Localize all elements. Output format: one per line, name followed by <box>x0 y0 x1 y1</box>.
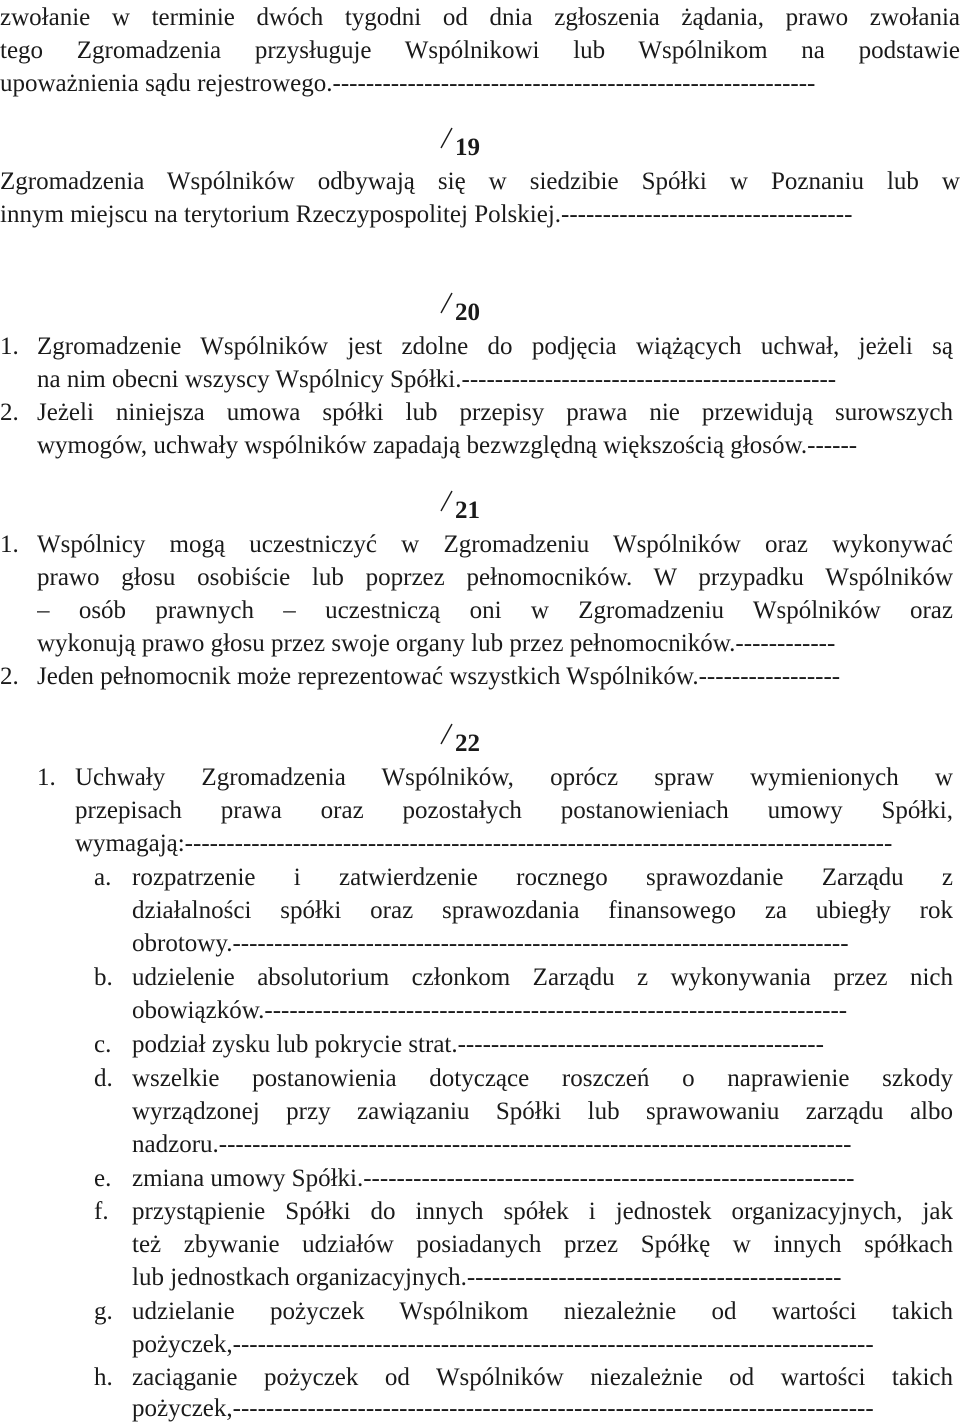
section-sign-icon <box>440 290 453 312</box>
list-item-line: pożyczek,----------------------------------------------------------------------------- <box>132 1395 874 1422</box>
list-number: 2. <box>0 663 19 690</box>
section-heading-22 <box>440 727 560 760</box>
paragraph-line: Uchwały Zgromadzenia Wspólników, oprócz spraw wymienionych w <box>75 764 953 791</box>
paragraph-line: wymagają:------------------------------------------------------------------------------------- <box>75 830 893 857</box>
list-number: 1. <box>37 764 56 791</box>
list-item-line: wyrządzonej przy zawiązaniu Spółki lub sprawowaniu zarządu albo <box>132 1098 953 1125</box>
list-item-line: udzielenie absolutorium członkom Zarządu z wykonywania przez nich <box>132 964 953 991</box>
paragraph-line: innym miejscu na terytorium Rzeczypospolitej Polskiej.----------------------------------- <box>0 201 853 228</box>
list-letter: b. <box>94 964 113 991</box>
list-letter: d. <box>94 1065 113 1092</box>
paragraph-line: prawo głosu osobiście lub poprzez pełnomocników. W przypadku Wspólników <box>37 564 953 591</box>
paragraph-line: tego Zgromadzenia przysługuje Wspólnikowi lub Wspólnikom na podstawie <box>0 37 960 64</box>
list-item-line: działalności spółki oraz sprawozdania finansowego za ubiegły rok <box>132 897 953 924</box>
section-heading-19 <box>440 131 560 164</box>
paragraph-line: wykonują prawo głosu przez swoje organy lub przez pełnomocników.------------ <box>37 630 836 657</box>
list-item-line: wszelkie postanowienia dotyczące roszczeń o naprawienie szkody <box>132 1065 953 1092</box>
list-item-line: pożyczek,----------------------------------------------------------------------------- <box>132 1331 874 1358</box>
list-item-line: lub jednostkach organizacyjnych.--------------------------------------------- <box>132 1264 842 1291</box>
list-item-line: też zbywanie udziałów posiadanych przez Spółkę w innych spółkach <box>132 1231 953 1258</box>
paragraph-line: przepisach prawa oraz pozostałych postanowieniach umowy Spółki, <box>75 797 953 824</box>
paragraph-line: Wspólnicy mogą uczestniczyć w Zgromadzeniu Wspólników oraz wykonywać <box>37 531 953 558</box>
list-letter: e. <box>94 1165 112 1192</box>
list-item-line: udzielanie pożyczek Wspólnikom niezależnie od wartości takich <box>132 1298 953 1325</box>
list-number: 1. <box>0 531 19 558</box>
list-item-line: rozpatrzenie i zatwierdzenie rocznego sprawozdanie Zarządu z <box>132 864 953 891</box>
paragraph-line: zwołanie w terminie dwóch tygodni od dnia zgłoszenia żądania, prawo zwołania <box>0 4 960 31</box>
section-number: 22 <box>455 730 480 757</box>
section-heading-21 <box>440 494 560 527</box>
list-item-line: nadzoru.---------------------------------------------------------------------------- <box>132 1131 852 1158</box>
list-item-line: zaciąganie pożyczek od Wspólników niezależnie od wartości takich <box>132 1364 953 1391</box>
list-item-line: podział zysku lub pokrycie strat.-------------------------------------------- <box>132 1031 824 1058</box>
paragraph-line: Zgromadzenia Wspólników odbywają się w siedzibie Spółki w Poznaniu lub w <box>0 168 960 195</box>
section-sign-icon <box>440 721 453 743</box>
paragraph-line: wymogów, uchwały wspólników zapadają bezwzględną większością głosów.------ <box>37 432 858 459</box>
list-number: 1. <box>0 333 19 360</box>
list-letter: c. <box>94 1031 112 1058</box>
list-item-line: obowiązków.---------------------------------------------------------------------- <box>132 997 848 1024</box>
section-sign-icon <box>440 125 453 147</box>
paragraph-line: Zgromadzenie Wspólników jest zdolne do podjęcia wiążących uchwał, jeżeli są <box>37 333 953 360</box>
section-heading-20 <box>440 296 560 329</box>
list-letter: a. <box>94 864 112 891</box>
list-item-line: przystąpienie Spółki do innych spółek i jednostek organizacyjnych, jak <box>132 1198 953 1225</box>
list-letter: f. <box>94 1198 109 1225</box>
paragraph-line: Jeden pełnomocnik może reprezentować wszystkich Wspólników.----------------- <box>37 663 841 690</box>
list-number: 2. <box>0 399 19 426</box>
list-item-line: obrotowy.-------------------------------------------------------------------------- <box>132 930 849 957</box>
list-letter: h. <box>94 1364 113 1391</box>
section-number: 20 <box>455 299 480 326</box>
paragraph-line: Jeżeli niniejsza umowa spółki lub przepisy prawa nie przewidują surowszych <box>37 399 953 426</box>
paragraph-line: – osób prawnych – uczestniczą oni w Zgromadzeniu Wspólników oraz <box>37 597 953 624</box>
section-sign-icon <box>440 488 453 510</box>
paragraph-line: na nim obecni wszyscy Wspólnicy Spółki.--------------------------------------------- <box>37 366 837 393</box>
section-number: 21 <box>455 497 480 524</box>
list-item-line: zmiana umowy Spółki.----------------------------------------------------------- <box>132 1165 855 1192</box>
section-number: 19 <box>455 134 480 161</box>
list-letter: g. <box>94 1298 113 1325</box>
paragraph-line: upoważnienia sądu rejestrowego.---------------------------------------------------------- <box>0 70 816 97</box>
